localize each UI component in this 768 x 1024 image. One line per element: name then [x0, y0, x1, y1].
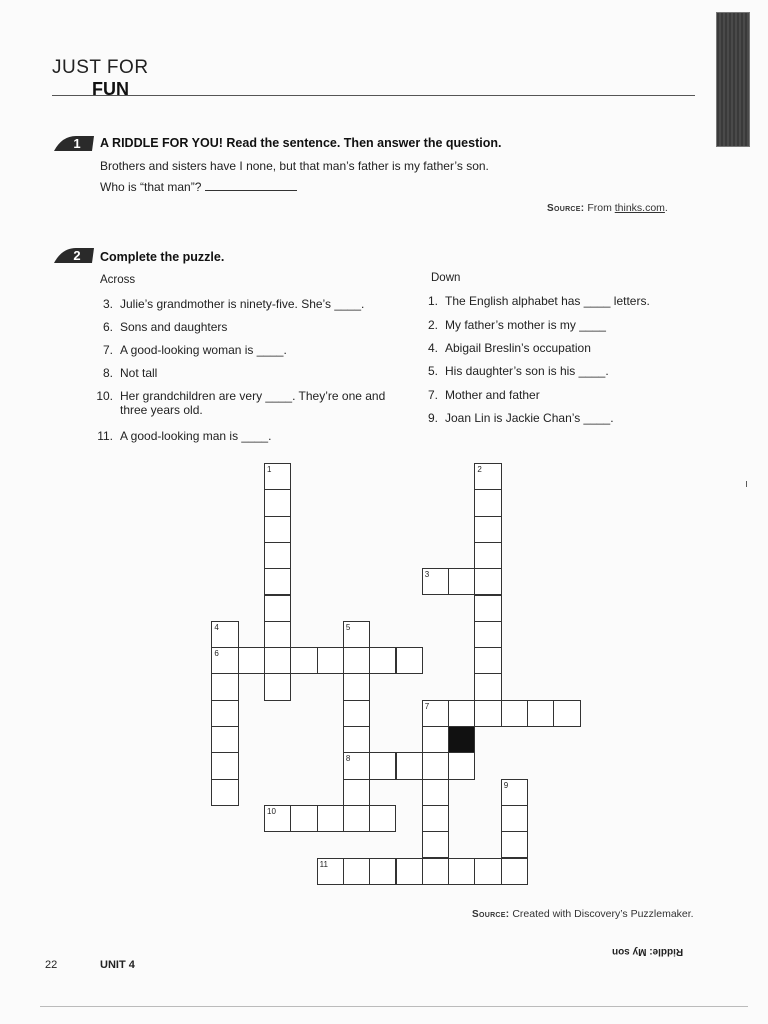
- crossword-cell[interactable]: [343, 805, 370, 832]
- crossword-cell[interactable]: [527, 700, 554, 727]
- crossword-cell[interactable]: [448, 568, 475, 595]
- cell-number: 8: [345, 754, 351, 764]
- clue-number: 10.: [96, 389, 113, 403]
- clue-text: A good-looking woman is ____.: [120, 343, 287, 357]
- clue-text: Joan Lin is Jackie Chan’s ____.: [445, 411, 614, 425]
- crossword-cell[interactable]: [211, 779, 238, 806]
- crossword-cell[interactable]: [317, 805, 344, 832]
- crossword-cell[interactable]: [369, 647, 396, 674]
- cell-number: 11: [319, 859, 328, 869]
- clue-text: The English alphabet has ____ letters.: [445, 294, 650, 308]
- source-credit-2: Source: Created with Discovery’s Puzzlemaker.: [472, 908, 694, 920]
- crossword-cell[interactable]: [396, 752, 423, 779]
- cell-number: 5: [345, 622, 351, 632]
- crossword-cell[interactable]: [369, 752, 396, 779]
- crossword-cell[interactable]: [474, 621, 501, 648]
- riddle-question: Who is “that man”?: [100, 177, 297, 197]
- clue-text: Mother and father: [445, 388, 540, 402]
- cell-number: 1: [267, 465, 272, 474]
- crossword-cell[interactable]: [264, 805, 291, 832]
- crossword-cell[interactable]: [422, 831, 449, 858]
- clue-text: Julie’s grandmother is ninety-five. She’s ____.: [120, 297, 365, 311]
- crossword-cell[interactable]: [501, 700, 528, 727]
- crossword-cell[interactable]: [369, 858, 396, 885]
- crossword-cell[interactable]: [290, 647, 317, 674]
- crossword-cell[interactable]: [264, 647, 291, 674]
- source-credit-1: Source: From thinks.com.: [547, 202, 668, 214]
- crossword-cell[interactable]: [474, 516, 501, 543]
- clue-text: His daughter’s son is his ____.: [445, 364, 609, 378]
- crossword-cell[interactable]: [343, 726, 370, 753]
- crossword-cell[interactable]: [422, 568, 449, 595]
- clue-number: 11.: [97, 429, 113, 443]
- crossword-cell[interactable]: [211, 647, 238, 674]
- clue-number: 3.: [102, 297, 113, 311]
- crossword-cell[interactable]: [422, 805, 449, 832]
- crossword-cell[interactable]: [501, 779, 528, 806]
- crossword-cell[interactable]: [474, 647, 501, 674]
- crossword-cell[interactable]: [448, 700, 475, 727]
- across-label: Across: [100, 274, 136, 286]
- cell-number: 2: [477, 465, 482, 474]
- crossword-cell[interactable]: [211, 700, 238, 727]
- clue-number: 8.: [102, 366, 113, 380]
- clue-number: 2.: [427, 318, 438, 332]
- crossword-cell[interactable]: [553, 700, 580, 727]
- crossword-cell[interactable]: [422, 779, 449, 806]
- riddle-answer-upside-down: Riddle: My son: [612, 946, 684, 957]
- crossword-cell[interactable]: [422, 752, 449, 779]
- cell-number: 9: [503, 780, 509, 790]
- down-label: Down: [431, 272, 461, 284]
- crossword-cell[interactable]: [264, 463, 291, 490]
- crossword-cell[interactable]: [343, 673, 370, 700]
- crossword-cell[interactable]: [211, 752, 238, 779]
- crossword-cell[interactable]: [211, 621, 238, 648]
- cell-number: 6: [214, 649, 219, 659]
- crossword-cell[interactable]: [317, 647, 344, 674]
- crossword-cell[interactable]: [343, 700, 370, 727]
- crossword-cell[interactable]: [396, 647, 423, 674]
- crossword-cell[interactable]: [264, 595, 291, 622]
- crossword-cell[interactable]: [264, 489, 291, 516]
- crossword-cell[interactable]: [264, 621, 291, 648]
- crossword-cell[interactable]: [448, 752, 475, 779]
- crossword-cell[interactable]: [422, 858, 449, 885]
- footer-rule: [40, 1006, 748, 1007]
- exercise-1-badge: 1: [52, 134, 96, 154]
- cell-number: 10: [267, 806, 276, 816]
- crossword-cell[interactable]: [317, 858, 344, 885]
- crossword-cell[interactable]: [474, 568, 501, 595]
- crossword-cell[interactable]: [474, 595, 501, 622]
- crossword-cell[interactable]: [264, 516, 291, 543]
- clue-text: Abigail Breslin’s occupation: [445, 341, 591, 355]
- clue-text: Not tall: [120, 366, 158, 380]
- crossword-cell[interactable]: [474, 700, 501, 727]
- crossword-cell[interactable]: [343, 858, 370, 885]
- clue-number: 6.: [102, 320, 113, 334]
- crossword-cell[interactable]: [238, 647, 265, 674]
- clue-number: 1.: [427, 294, 438, 308]
- exercise-2-heading: Complete the puzzle.: [100, 250, 225, 264]
- exercise-1-heading: A RIDDLE FOR YOU! Read the sentence. Then answer the question.: [100, 136, 502, 150]
- crossword-cell[interactable]: [343, 647, 370, 674]
- crossword-cell[interactable]: [474, 858, 501, 885]
- crossword-cell[interactable]: [474, 463, 501, 490]
- crossword-cell[interactable]: [422, 700, 449, 727]
- crossword-cell[interactable]: [501, 858, 528, 885]
- clue-number: 7.: [102, 343, 113, 357]
- cell-number: 3: [424, 570, 430, 580]
- clue-text: Sons and daughters: [120, 320, 228, 334]
- crossword-cell[interactable]: [448, 858, 475, 885]
- clue-number: 5.: [427, 364, 438, 378]
- clue-text: My father’s mother is my ____: [445, 318, 606, 332]
- crossword-cell[interactable]: [396, 858, 423, 885]
- crossword-cell[interactable]: [343, 621, 370, 648]
- crossword-cell[interactable]: [264, 542, 291, 569]
- section-title-line1: JUST FOR: [52, 57, 149, 78]
- unit-label: UNIT 4: [100, 959, 135, 971]
- margin-mark: ı: [745, 478, 749, 490]
- clue-number: 7.: [427, 388, 438, 402]
- crossword-cell[interactable]: [474, 542, 501, 569]
- black-square: [448, 726, 475, 753]
- crossword-cell[interactable]: [264, 568, 291, 595]
- crossword-cell[interactable]: [501, 805, 528, 832]
- crossword-cell[interactable]: [211, 726, 238, 753]
- clue-text: A good-looking man is ____.: [120, 429, 272, 443]
- page-number: 22: [45, 959, 58, 971]
- clue-text: Her grandchildren are very ____. They’re one and three years old.: [120, 389, 386, 417]
- cell-number: 7: [424, 701, 430, 711]
- riddle-text: Brothers and sisters have I none, but that man’s father is my father’s son.: [100, 159, 489, 173]
- crossword-cell[interactable]: [290, 805, 317, 832]
- crossword-cell[interactable]: [501, 831, 528, 858]
- source-link[interactable]: thinks.com: [614, 202, 665, 214]
- crossword-cell[interactable]: [474, 673, 501, 700]
- crossword-cell[interactable]: [474, 489, 501, 516]
- section-title-line2: FUN: [92, 79, 129, 99]
- cell-number: 4: [214, 622, 219, 632]
- clue-number: 4.: [427, 341, 438, 355]
- crossword-cell[interactable]: [422, 726, 449, 753]
- crossword-cell[interactable]: [369, 805, 396, 832]
- exercise-2-badge: 2: [52, 246, 96, 266]
- crossword-cell[interactable]: [264, 673, 291, 700]
- clue-number: 9.: [427, 411, 438, 425]
- crossword-cell[interactable]: [343, 752, 370, 779]
- crossword-cell[interactable]: [343, 779, 370, 806]
- crossword-cell[interactable]: [211, 673, 238, 700]
